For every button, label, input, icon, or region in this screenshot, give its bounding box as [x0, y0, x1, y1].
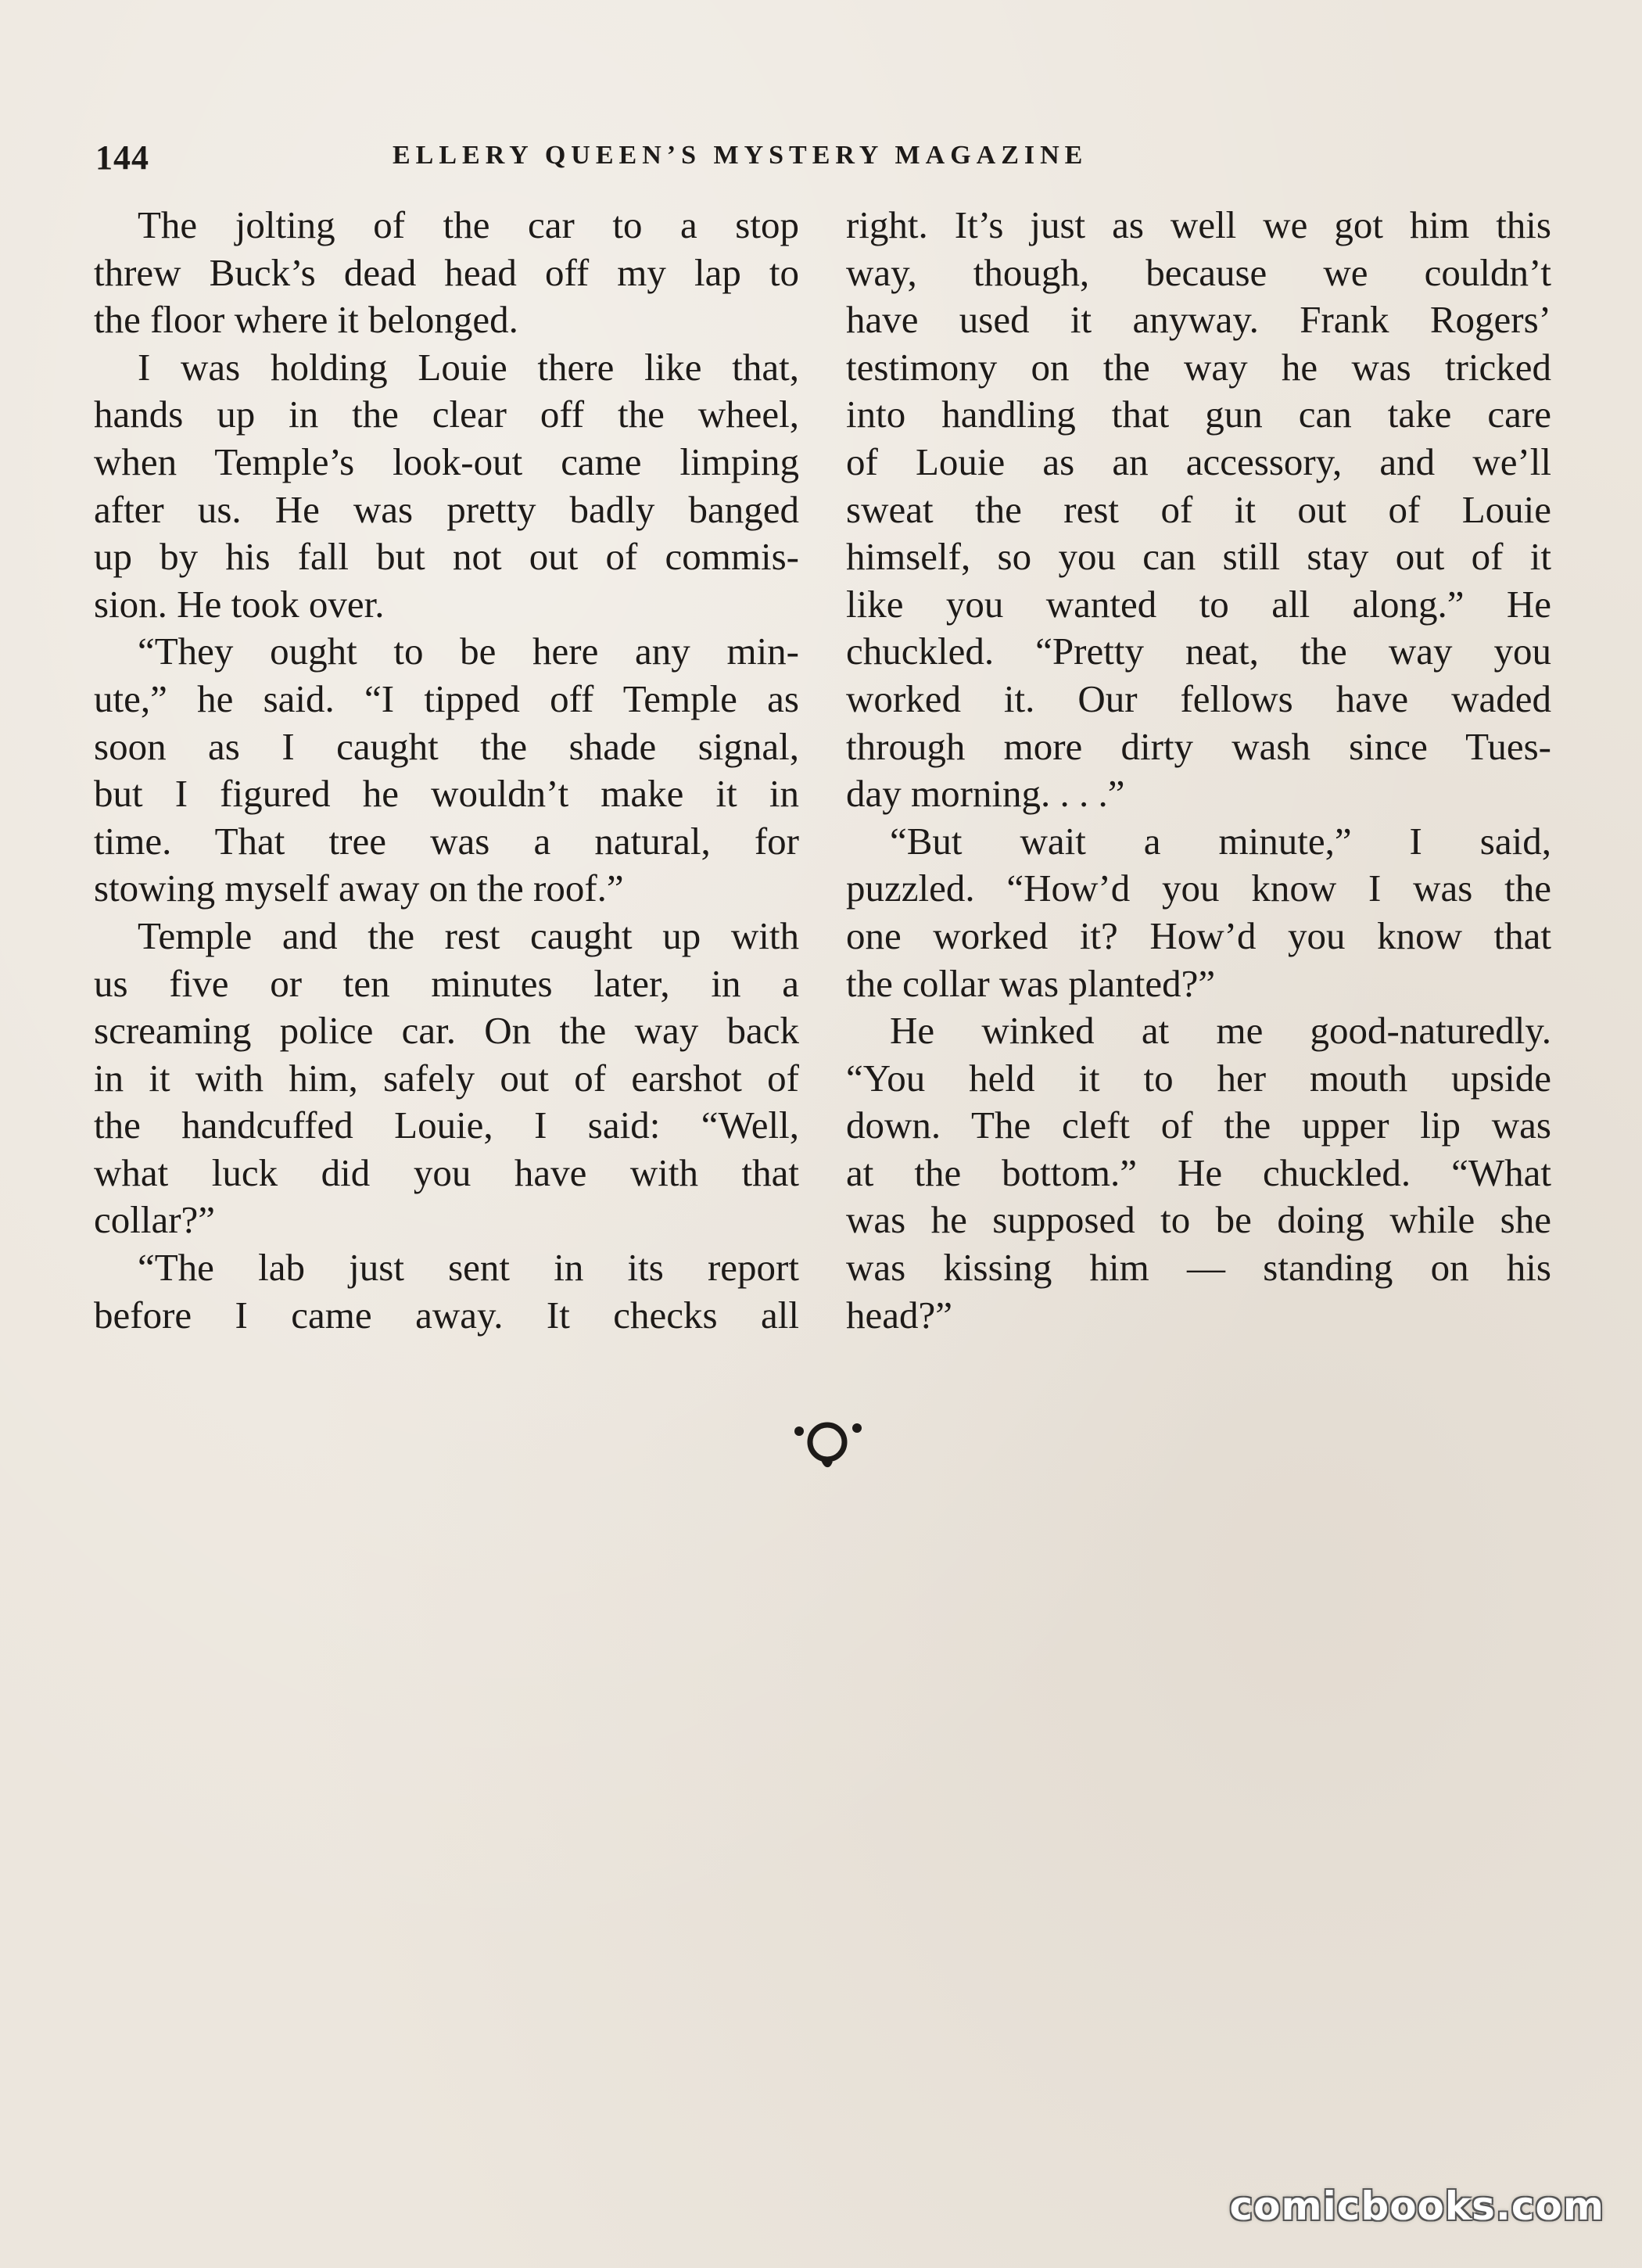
text-line: the collar was planted?” [846, 961, 1216, 1005]
text-line: I was holding Louie there like that, [138, 345, 799, 389]
text-line: in it with him, safely out of earshot of [94, 1056, 799, 1100]
text-line: into handling that gun can take care [846, 393, 1551, 436]
text-line: one worked it? How’d you know that [846, 913, 1551, 957]
text-line: time. That tree was a natural, for [94, 819, 799, 863]
text-line: before I came away. It checks all [94, 1293, 799, 1337]
text-column-left [94, 202, 799, 1339]
page-header [95, 133, 1253, 180]
text-line: testimony on the way he was tricked [846, 345, 1551, 389]
text-line: after us. He was pretty badly banged [94, 487, 799, 531]
text-line: through more dirty wash since Tues- [846, 724, 1551, 768]
text-line: sion. He took over. [94, 582, 385, 626]
text-line: “They ought to be here any min- [138, 630, 799, 673]
text-line: up by his fall but not out of commis- [94, 535, 799, 579]
text-line: right. It’s just as well we got him this [846, 203, 1551, 246]
page-number: 144 [95, 138, 149, 177]
text-line: screaming police car. On the way back [94, 1009, 799, 1053]
text-line: “The lab just sent in its report [138, 1246, 799, 1290]
text-line: worked it. Our fellows have waded [846, 676, 1551, 720]
text-line: was kissing him — standing on his [846, 1246, 1551, 1290]
watermark: comicbooks.com [1229, 2184, 1604, 2229]
text-line: down. The cleft of the upper lip was [846, 1103, 1551, 1147]
text-line: us five or ten minutes later, in a [94, 961, 799, 1005]
text-line: “But wait a minute,” I said, [890, 819, 1551, 863]
text-line: head?” [846, 1293, 952, 1337]
text-line: himself, so you can still stay out of it [846, 535, 1551, 579]
text-line: like you wanted to all along.” He [846, 582, 1551, 626]
text-line: collar?” [94, 1198, 216, 1242]
text-line: Temple and the rest caught up with [138, 913, 799, 957]
text-line: but I figured he wouldn’t make it in [94, 772, 799, 816]
text-line: way, though, because we couldn’t [846, 250, 1551, 294]
text-column-right [846, 202, 1551, 1339]
text-line: day morning. . . .” [846, 772, 1125, 816]
text-line: threw Buck’s dead head off my lap to [94, 250, 799, 294]
text-line: puzzled. “How’d you know I was the [846, 867, 1551, 910]
text-line: stowing myself away on the roof.” [94, 867, 624, 910]
text-line: the floor where it belonged. [94, 298, 518, 342]
text-line: when Temple’s look-out came limping [94, 440, 799, 483]
text-line: The jolting of the car to a stop [138, 203, 799, 246]
text-line: of Louie as an accessory, and we’ll [846, 440, 1551, 483]
text-line: the handcuffed Louie, I said: “Well, [94, 1103, 799, 1147]
text-line: chuckled. “Pretty neat, the way you [846, 630, 1551, 673]
text-line: “You held it to her mouth upside [846, 1056, 1551, 1100]
text-line: ute,” he said. “I tipped off Temple as [94, 676, 799, 720]
eqmm-end-ornament-icon [782, 1408, 876, 1478]
text-line: what luck did you have with that [94, 1150, 799, 1194]
text-line: at the bottom.” He chuckled. “What [846, 1150, 1551, 1194]
text-line: have used it anyway. Frank Rogers’ [846, 298, 1551, 342]
text-line: hands up in the clear off the wheel, [94, 393, 799, 436]
text-line: was he supposed to be doing while she [846, 1198, 1551, 1242]
running-head: ELLERY QUEEN’S MYSTERY MAGAZINE [393, 141, 1088, 170]
text-line: soon as I caught the shade signal, [94, 724, 799, 768]
text-line: sweat the rest of it out of Louie [846, 487, 1551, 531]
text-line: He winked at me good-naturedly. [890, 1009, 1551, 1053]
